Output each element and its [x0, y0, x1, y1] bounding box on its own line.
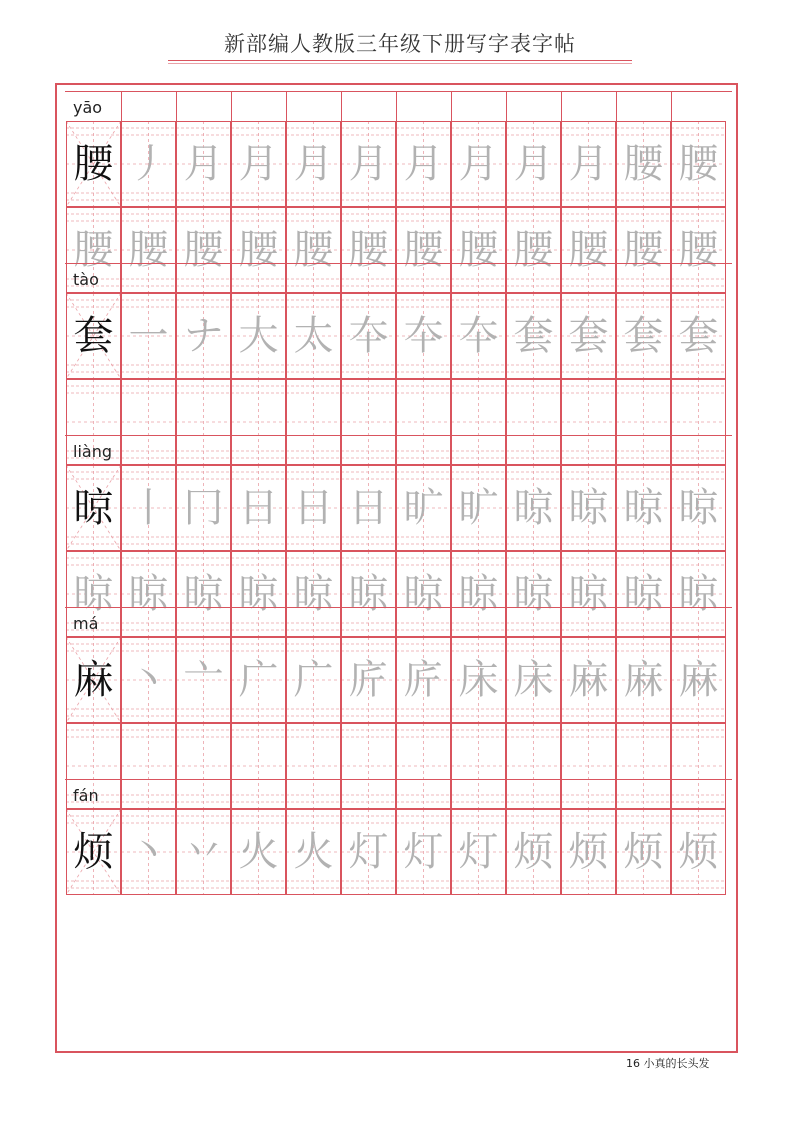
stroke-step-cell[interactable] — [286, 637, 341, 723]
stroke-step-cell[interactable] — [616, 121, 671, 207]
pinyin-divider — [616, 92, 617, 122]
stroke-step-cell[interactable] — [561, 121, 616, 207]
stroke-step-cell[interactable] — [561, 293, 616, 379]
stroke-step-cell[interactable] — [341, 121, 396, 207]
stroke-step-cell[interactable] — [561, 637, 616, 723]
trace-glyph: 晾 — [293, 571, 334, 617]
trace-glyph: 晾 — [678, 571, 719, 617]
pinyin-divider — [231, 608, 232, 638]
pinyin-divider — [671, 264, 672, 294]
stroke-step-cell[interactable] — [451, 809, 506, 895]
pinyin-divider — [506, 436, 507, 466]
pinyin-divider — [561, 436, 562, 466]
trace-glyph: 晾 — [568, 571, 609, 617]
stroke-step-glyph: 大 — [238, 313, 279, 359]
trace-glyph: 晾 — [73, 571, 114, 617]
stroke-step-cell[interactable] — [451, 637, 506, 723]
pinyin-divider — [286, 436, 287, 466]
stroke-order-row — [65, 809, 732, 895]
stroke-step-glyph: 广 — [293, 657, 334, 703]
stroke-step-glyph: 床 — [513, 657, 554, 703]
stroke-step-glyph: ナ — [183, 313, 224, 359]
stroke-step-glyph: 套 — [678, 313, 719, 359]
stroke-step-glyph: 麻 — [568, 657, 609, 703]
model-character-cell — [66, 293, 121, 379]
pinyin-label: yāo — [73, 98, 103, 117]
stroke-step-cell[interactable] — [506, 465, 561, 551]
pinyin-divider — [121, 780, 122, 810]
stroke-step-cell[interactable] — [121, 465, 176, 551]
stroke-step-cell[interactable] — [121, 121, 176, 207]
pinyin-divider — [286, 780, 287, 810]
pinyin-divider — [176, 92, 177, 122]
stroke-step-cell[interactable] — [396, 121, 451, 207]
trace-glyph: 腰 — [623, 227, 664, 273]
stroke-step-glyph: 套 — [513, 313, 554, 359]
stroke-step-glyph: 旷 — [403, 485, 444, 531]
stroke-step-cell[interactable] — [341, 809, 396, 895]
stroke-step-cell[interactable] — [396, 637, 451, 723]
stroke-order-row — [65, 121, 732, 207]
trace-glyph: 晾 — [623, 571, 664, 617]
pinyin-row — [65, 263, 732, 294]
stroke-step-glyph: 月 — [568, 141, 609, 187]
trace-glyph: 腰 — [238, 227, 279, 273]
trace-glyph: 晾 — [238, 571, 279, 617]
pinyin-divider — [396, 608, 397, 638]
stroke-step-cell[interactable] — [616, 637, 671, 723]
stroke-step-cell[interactable] — [506, 293, 561, 379]
stroke-step-glyph: 庍 — [348, 657, 389, 703]
stroke-step-cell[interactable] — [286, 809, 341, 895]
stroke-step-cell[interactable] — [671, 809, 726, 895]
pinyin-divider — [506, 92, 507, 122]
stroke-step-glyph: 套 — [623, 313, 664, 359]
pinyin-label: fán — [73, 786, 99, 805]
pinyin-divider — [286, 264, 287, 294]
page-footer: 16 小真的长头发 — [626, 1057, 710, 1070]
trace-glyph: 晾 — [183, 571, 224, 617]
stroke-step-cell[interactable] — [176, 121, 231, 207]
pinyin-divider — [286, 608, 287, 638]
stroke-step-glyph: 日 — [238, 485, 279, 531]
trace-glyph: 腰 — [513, 227, 554, 273]
stroke-step-glyph: 灯 — [403, 829, 444, 875]
stroke-step-cell[interactable] — [231, 637, 286, 723]
stroke-step-glyph: 日 — [293, 485, 334, 531]
stroke-step-glyph: 套 — [568, 313, 609, 359]
pinyin-divider — [231, 264, 232, 294]
stroke-step-cell[interactable] — [176, 637, 231, 723]
model-character: 腰 — [73, 141, 114, 187]
character-block — [65, 779, 732, 981]
stroke-order-row — [65, 637, 732, 723]
stroke-step-glyph: 烦 — [678, 829, 719, 875]
stroke-step-cell[interactable] — [176, 809, 231, 895]
stroke-step-glyph: 灯 — [458, 829, 499, 875]
stroke-step-glyph: 晾 — [513, 485, 554, 531]
stroke-step-cell[interactable] — [231, 121, 286, 207]
pinyin-row — [65, 91, 732, 122]
pinyin-divider — [671, 780, 672, 810]
pinyin-divider — [231, 436, 232, 466]
stroke-step-glyph: 月 — [348, 141, 389, 187]
practice-sheet — [55, 83, 738, 1053]
trace-glyph: 晾 — [403, 571, 444, 617]
stroke-step-glyph: 日 — [348, 485, 389, 531]
trace-glyph: 腰 — [183, 227, 224, 273]
stroke-step-cell[interactable] — [341, 465, 396, 551]
trace-glyph: 晾 — [128, 571, 169, 617]
pinyin-divider — [671, 92, 672, 122]
stroke-step-cell[interactable] — [671, 121, 726, 207]
stroke-step-glyph: 月 — [403, 141, 444, 187]
pinyin-divider — [176, 436, 177, 466]
stroke-step-cell[interactable] — [506, 121, 561, 207]
model-character-cell — [66, 465, 121, 551]
pinyin-divider — [506, 608, 507, 638]
stroke-step-glyph: 庍 — [403, 657, 444, 703]
stroke-step-glyph: 夲 — [403, 313, 444, 359]
stroke-step-cell[interactable] — [341, 637, 396, 723]
model-character: 烦 — [73, 829, 114, 875]
stroke-step-cell[interactable] — [671, 465, 726, 551]
trace-glyph: 晾 — [513, 571, 554, 617]
trace-glyph: 晾 — [348, 571, 389, 617]
stroke-step-glyph: 夲 — [458, 313, 499, 359]
stroke-step-cell[interactable] — [616, 809, 671, 895]
trace-glyph: 腰 — [678, 227, 719, 273]
stroke-step-cell[interactable] — [286, 293, 341, 379]
stroke-step-glyph: 月 — [183, 141, 224, 187]
stroke-step-cell[interactable] — [121, 809, 176, 895]
pinyin-divider — [286, 92, 287, 122]
stroke-step-glyph: 烦 — [623, 829, 664, 875]
stroke-step-cell[interactable] — [231, 809, 286, 895]
pinyin-divider — [671, 436, 672, 466]
pinyin-divider — [121, 436, 122, 466]
stroke-step-cell[interactable] — [561, 809, 616, 895]
pinyin-divider — [176, 608, 177, 638]
stroke-step-glyph: 腰 — [678, 141, 719, 187]
stroke-step-cell[interactable] — [231, 465, 286, 551]
pinyin-divider — [341, 436, 342, 466]
stroke-step-glyph: 丶 — [128, 657, 169, 703]
stroke-step-glyph: 冂 — [183, 485, 224, 531]
pinyin-label: tào — [73, 270, 99, 289]
stroke-step-glyph: 烦 — [513, 829, 554, 875]
stroke-step-cell[interactable] — [121, 293, 176, 379]
stroke-step-cell[interactable] — [451, 465, 506, 551]
pinyin-divider — [341, 92, 342, 122]
title-rule-bottom — [168, 63, 632, 64]
stroke-step-cell[interactable] — [451, 121, 506, 207]
stroke-step-glyph: 火 — [238, 829, 279, 875]
model-character-cell — [66, 121, 121, 207]
stroke-step-glyph: 晾 — [623, 485, 664, 531]
pinyin-divider — [121, 92, 122, 122]
pinyin-row — [65, 435, 732, 466]
stroke-step-cell[interactable] — [176, 465, 231, 551]
stroke-step-glyph: 灯 — [348, 829, 389, 875]
pinyin-divider — [671, 608, 672, 638]
pinyin-divider — [451, 92, 452, 122]
pinyin-divider — [451, 436, 452, 466]
stroke-step-cell[interactable] — [286, 121, 341, 207]
pinyin-divider — [396, 264, 397, 294]
page-title: 新部编人教版三年级下册写字表字帖 — [224, 32, 576, 56]
stroke-order-row — [65, 465, 732, 551]
pinyin-divider — [176, 780, 177, 810]
stroke-step-glyph: 广 — [238, 657, 279, 703]
pinyin-divider — [616, 436, 617, 466]
pinyin-divider — [506, 264, 507, 294]
pinyin-divider — [616, 264, 617, 294]
stroke-step-glyph: 烦 — [568, 829, 609, 875]
pinyin-divider — [561, 608, 562, 638]
trace-glyph: 腰 — [568, 227, 609, 273]
stroke-step-cell[interactable] — [396, 293, 451, 379]
pinyin-divider — [561, 264, 562, 294]
stroke-step-glyph: 麻 — [678, 657, 719, 703]
title-rule-top — [168, 60, 632, 61]
stroke-step-cell[interactable] — [121, 637, 176, 723]
stroke-step-glyph: 床 — [458, 657, 499, 703]
stroke-step-glyph: 丿 — [128, 141, 169, 187]
pinyin-divider — [396, 436, 397, 466]
stroke-step-cell[interactable] — [176, 293, 231, 379]
pinyin-row — [65, 607, 732, 638]
stroke-step-cell[interactable] — [396, 809, 451, 895]
pinyin-divider — [561, 92, 562, 122]
trace-glyph: 腰 — [348, 227, 389, 273]
model-character-cell — [66, 809, 121, 895]
pinyin-divider — [176, 264, 177, 294]
stroke-step-cell[interactable] — [396, 465, 451, 551]
pinyin-divider — [341, 264, 342, 294]
pinyin-divider — [506, 780, 507, 810]
stroke-step-glyph: 麻 — [623, 657, 664, 703]
stroke-step-cell[interactable] — [506, 637, 561, 723]
stroke-step-cell[interactable] — [231, 293, 286, 379]
stroke-step-cell[interactable] — [561, 465, 616, 551]
stroke-step-glyph: 晾 — [678, 485, 719, 531]
stroke-step-glyph: 晾 — [568, 485, 609, 531]
model-character: 麻 — [73, 657, 114, 703]
pinyin-divider — [121, 264, 122, 294]
stroke-step-glyph: 腰 — [623, 141, 664, 187]
model-character: 晾 — [73, 485, 114, 531]
pinyin-divider — [341, 608, 342, 638]
stroke-step-cell[interactable] — [616, 293, 671, 379]
pinyin-divider — [121, 608, 122, 638]
trace-glyph: 腰 — [73, 227, 114, 273]
pinyin-divider — [396, 92, 397, 122]
pinyin-divider — [451, 264, 452, 294]
pinyin-row — [65, 779, 732, 810]
model-character-cell — [66, 637, 121, 723]
stroke-step-glyph: 月 — [293, 141, 334, 187]
pinyin-divider — [231, 780, 232, 810]
pinyin-divider — [451, 608, 452, 638]
stroke-step-glyph: 亠 — [183, 657, 224, 703]
stroke-step-cell[interactable] — [671, 637, 726, 723]
stroke-step-cell[interactable] — [341, 293, 396, 379]
trace-glyph: 腰 — [293, 227, 334, 273]
pinyin-divider — [396, 780, 397, 810]
stroke-step-glyph: 一 — [128, 313, 169, 359]
stroke-step-glyph: 火 — [293, 829, 334, 875]
pinyin-divider — [451, 780, 452, 810]
pinyin-divider — [231, 92, 232, 122]
stroke-step-glyph: 丨 — [128, 485, 169, 531]
trace-glyph: 腰 — [128, 227, 169, 273]
pinyin-label: liàng — [73, 442, 112, 461]
model-character: 套 — [73, 313, 114, 359]
stroke-step-cell[interactable] — [506, 809, 561, 895]
pinyin-divider — [616, 780, 617, 810]
stroke-step-cell[interactable] — [616, 465, 671, 551]
stroke-step-glyph: 太 — [293, 313, 334, 359]
trace-glyph: 腰 — [458, 227, 499, 273]
stroke-step-glyph: 月 — [238, 141, 279, 187]
pinyin-label: má — [73, 614, 99, 633]
pinyin-divider — [561, 780, 562, 810]
pinyin-divider — [341, 780, 342, 810]
stroke-step-glyph: 月 — [513, 141, 554, 187]
stroke-step-glyph: 丶 — [128, 829, 169, 875]
trace-glyph: 腰 — [403, 227, 444, 273]
stroke-order-row — [65, 293, 732, 379]
stroke-step-glyph: 丷 — [183, 829, 224, 875]
stroke-step-cell[interactable] — [451, 293, 506, 379]
stroke-step-cell[interactable] — [286, 465, 341, 551]
stroke-step-glyph: 旷 — [458, 485, 499, 531]
stroke-step-glyph: 月 — [458, 141, 499, 187]
stroke-step-cell[interactable] — [671, 293, 726, 379]
trace-glyph: 晾 — [458, 571, 499, 617]
pinyin-divider — [616, 608, 617, 638]
stroke-step-glyph: 夲 — [348, 313, 389, 359]
